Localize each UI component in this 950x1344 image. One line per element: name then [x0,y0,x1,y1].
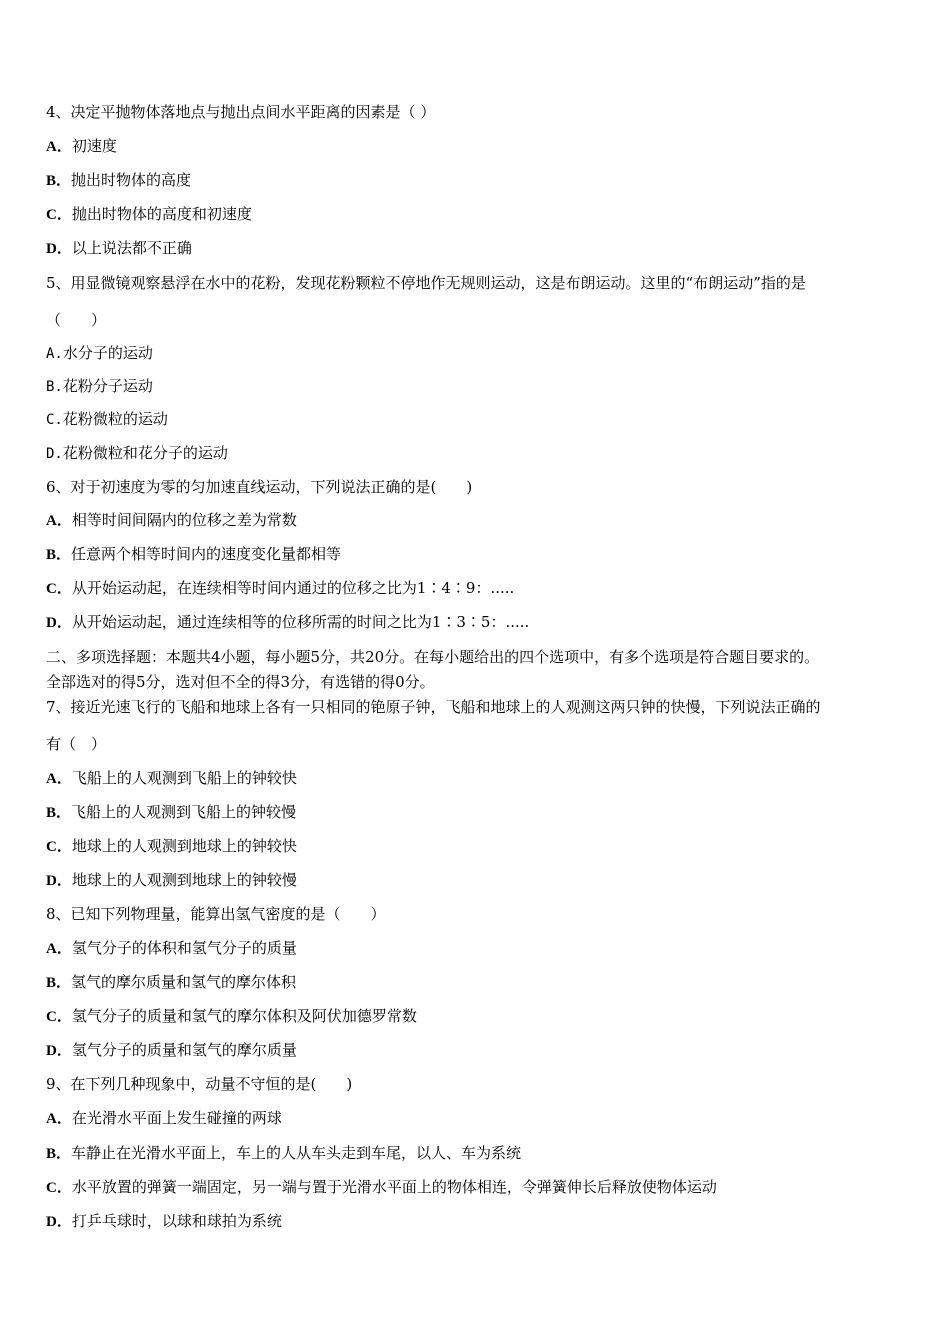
option-label: C． [46,1180,72,1196]
question-7-stem: 7、接近光速飞行的飞船和地球上各有一只相同的铯原子钟，飞船和地球上的人观测这两只钟的快慢，下列说法正确的 [46,698,821,716]
question-4-option-d [46,238,908,259]
question-9-stem: 9、在下列几种现象中，动量不守恒的是( ) [46,1075,353,1093]
option-text: 地球上的人观测到地球上的钟较慢 [71,871,297,889]
option-label: A． [46,771,72,787]
option-label: D． [46,615,72,631]
option-label: A. [46,346,63,362]
question-6-option-d [46,612,908,633]
option-label: B． [46,975,72,991]
option-text: 初速度 [71,137,117,155]
question-5-stem: 5、用显微镜观察悬浮在水中的花粉，发现花粉颗粒不停地作无规则运动，这是布朗运动。这里的“布朗运动”指的是 [46,274,806,292]
question-5-option-b [46,376,908,397]
option-text: 打乒乓球时，以球和球拍为系统 [71,1212,282,1230]
option-text: 花粉微粒和花分子的运动 [62,444,228,462]
option-label: D． [46,241,72,257]
question-4-option-b [46,170,908,191]
question-5-option-a [46,343,908,364]
option-label: A． [46,513,72,529]
question-6-option-c [46,578,908,599]
option-label: B． [46,547,72,563]
option-text: 水平放置的弹簧一端固定，另一端与置于光滑水平面上的物体相连，令弹簧伸长后释放使物体运动 [71,1178,717,1196]
question-5-option-c [46,409,908,430]
option-text: 车静止在光滑水平面上，车上的人从车头走到车尾，以人、车为系统 [71,1144,522,1162]
question-7-option-d [46,870,908,891]
option-label: D． [46,1043,72,1059]
option-text: 抛出时物体的高度和初速度 [71,205,252,223]
question-7-stem-cont: 有（ ） [46,735,107,753]
option-text: 任意两个相等时间内的速度变化量都相等 [71,545,342,563]
option-text: 地球上的人观测到地球上的钟较快 [71,837,297,855]
option-text: 从开始运动起，在连续相等时间内通过的位移之比为1∶4∶9：..... [71,579,515,597]
option-label: C． [46,1009,72,1025]
question-7-option-a [46,768,908,789]
question-7-option-c [46,836,908,857]
option-text: 氢气的摩尔质量和氢气的摩尔体积 [71,973,297,991]
option-label: D． [46,873,72,889]
question-5-option-d [46,443,908,464]
question-5-stem-cont: （ ） [46,311,107,329]
option-label: B. [46,379,63,395]
option-text: 飞船上的人观测到飞船上的钟较慢 [71,803,297,821]
question-4-option-a [46,136,908,157]
option-text: 氢气分子的质量和氢气的摩尔质量 [71,1041,297,1059]
option-label: C． [46,207,72,223]
option-label: A． [46,139,72,155]
option-text: 氢气分子的体积和氢气分子的质量 [71,939,297,957]
question-9-option-d [46,1211,908,1232]
question-6-option-a [46,510,908,531]
question-9-option-a [46,1108,908,1129]
option-label: B． [46,1146,72,1162]
option-label: D． [46,1214,72,1230]
question-8-option-c [46,1006,908,1027]
option-text: 氢气分子的质量和氢气的摩尔体积及阿伏加德罗常数 [71,1007,417,1025]
question-9-option-c [46,1177,908,1198]
question-4-option-c [46,204,908,225]
question-8-option-d [46,1040,908,1061]
option-text: 相等时间间隔内的位移之差为常数 [71,511,297,529]
question-6-option-b [46,544,908,565]
option-label: C. [46,412,63,428]
option-label: A． [46,1111,72,1127]
section-header-line-1: 二、多项选择题：本题共4小题，每小题5分，共20分。在每小题给出的四个选项中，有多个选项是符合题目要求的。 [46,648,820,666]
section-header-line-2: 全部选对的得5分，选对但不全的得3分，有选错的得0分。 [46,673,435,691]
option-label: B． [46,805,72,821]
option-text: 花粉微粒的运动 [62,410,168,428]
question-8-stem: 8、已知下列物理量，能算出氢气密度的是（ ） [46,905,386,923]
option-label: C． [46,839,72,855]
question-8-option-b [46,972,908,993]
option-label: B． [46,173,72,189]
option-label: D. [46,446,63,462]
option-text: 抛出时物体的高度 [71,171,192,189]
option-text: 花粉分子运动 [62,377,153,395]
option-label: A． [46,941,72,957]
question-9-option-b [46,1143,908,1164]
option-text: 在光滑水平面上发生碰撞的两球 [71,1109,282,1127]
option-text: 从开始运动起，通过连续相等的位移所需的时间之比为1∶3∶5：..... [71,613,530,631]
option-text: 以上说法都不正确 [71,239,192,257]
option-label: C． [46,581,72,597]
question-8-option-a [46,938,908,959]
question-4-stem: 4、决定平抛物体落地点与抛出点间水平距离的因素是（ ） [46,103,436,121]
option-text: 水分子的运动 [62,344,153,362]
question-7-option-b [46,802,908,823]
option-text: 飞船上的人观测到飞船上的钟较快 [71,769,297,787]
question-6-stem: 6、对于初速度为零的匀加速直线运动，下列说法正确的是( ) [46,478,473,496]
